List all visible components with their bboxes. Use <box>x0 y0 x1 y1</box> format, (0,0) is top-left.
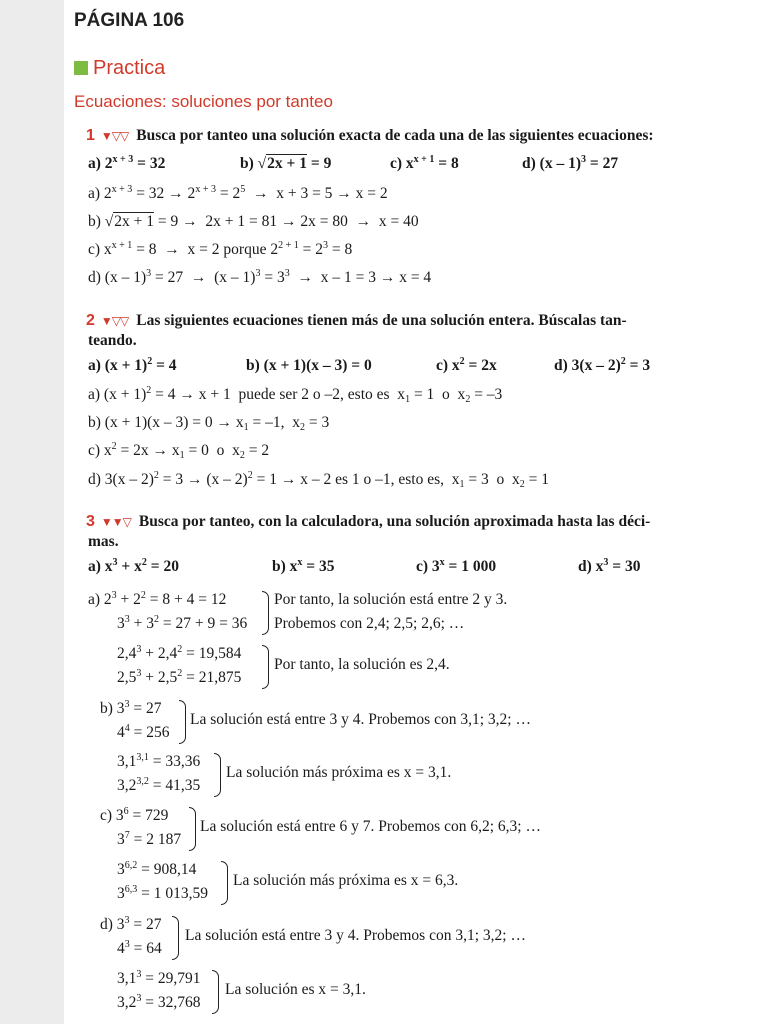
difficulty-icon: ▼▽▽ <box>100 129 129 143</box>
solution-line: d) 3(x – 2)$^2$ = 3 → (x – 2)$^2$ = 1 → x – 2 es 1 o –1, esto es, $x_1 = 3$ o $x_2 = 1$ <box>88 470 549 490</box>
exercise-option: d) (x – 1)$^3$ = 27 <box>522 154 619 172</box>
solution-line: $4^3 = 64$ <box>117 939 162 957</box>
brace <box>262 591 269 635</box>
conclusion-line: La solución está entre 6 y 7. Probemos con 6,2; 6,3; … <box>200 818 541 835</box>
exercise-statement-cont: mas. <box>88 533 119 550</box>
exercise-statement: Busca por tanteo una solución exacta de cada una de las siguientes ecuaciones: <box>136 127 654 144</box>
section-title-text: Practica <box>93 57 166 79</box>
brace <box>189 807 196 851</box>
brace <box>172 916 179 960</box>
conclusion-line: Por tanto, la solución está entre 2 y 3. <box>274 591 508 608</box>
exercise-option: c) $x^{x + 1} = 8$ <box>390 154 459 172</box>
exercise-option: a) $x^3 + x^2 = 20$ <box>88 557 179 575</box>
green-square-icon <box>74 61 88 75</box>
difficulty-icon: ▼▽▽ <box>100 314 129 328</box>
exercise-option: c) $x^2 = 2x$ <box>436 356 497 374</box>
section-title <box>74 57 165 80</box>
difficulty-icon: ▼▼▽ <box>100 515 131 529</box>
conclusion-line: La solución está entre 3 y 4. Probemos con 3,1; 3,2; … <box>185 927 526 944</box>
exercise-option: b) $x^x = 35$ <box>272 557 335 575</box>
exercise-number: 3 <box>86 513 95 530</box>
conclusion-line: La solución más próxima es x = 3,1. <box>226 764 452 781</box>
exercise-option: d) $x^3 = 30$ <box>578 557 641 575</box>
conclusion-line: Probemos con 2,4; 2,5; 2,6; … <box>274 615 465 632</box>
exercise-option: d) 3(x – 2)$^2$ = 3 <box>554 356 651 374</box>
solution-line: d) $(x - 1)^3 = 27 \to (x - 1)^3 = 3^3 \to x - 1 = 3 \to x = 4$ <box>88 268 432 286</box>
conclusion-line: La solución es x = 3,1. <box>225 981 366 998</box>
solution-line: $3,1^{3,1} = 33,36$ <box>117 752 201 770</box>
exercise-2-statement <box>86 312 627 330</box>
solution-line: c) $3^6 = 729$ <box>100 806 169 824</box>
exercise-option: b) √2x + 1 = 9 <box>240 155 332 172</box>
solution-line: $2,4^3 + 2,4^2 = 19,584$ <box>117 644 242 662</box>
exercise-statement: Las siguientes ecuaciones tienen más de una solución entera. Búscalas tan- <box>136 312 627 329</box>
solution-line: $3^{6,2} = 908,14$ <box>117 860 197 878</box>
brace <box>262 645 269 689</box>
solution-line: $3^7 = 2$ 187 <box>117 830 182 848</box>
solution-line: $3,2^3 = 32,768$ <box>117 993 201 1011</box>
brace <box>214 753 221 797</box>
exercise-option: b) (x + 1)(x – 3) = 0 <box>246 357 372 374</box>
solution-line: a) $(x + 1)^2 = 4 \to x + 1$ puede ser 2 o –2, esto es $x_1 = 1$ o $x_2 = -3$ <box>88 385 503 405</box>
brace <box>179 700 186 744</box>
conclusion-line: Por tanto, la solución es 2,4. <box>274 656 450 673</box>
exercise-3-statement <box>86 513 650 531</box>
solution-line: $4^4 = 256$ <box>117 723 170 741</box>
solution-line: $3,2^{3,2} = 41,35$ <box>117 776 201 794</box>
section-subtitle: Ecuaciones: soluciones por tanteo <box>74 92 333 111</box>
page-title: PÁGINA 106 <box>74 10 185 31</box>
exercise-statement: Busca por tanteo, con la calculadora, una solución aproximada hasta las déci- <box>138 513 651 530</box>
exercise-option: a) $2^{x + 3} = 32$ <box>88 154 166 172</box>
exercise-option: a) $(x + 1)^2 = 4$ <box>88 356 177 374</box>
solution-line: c) $x^2 = 2x \to x_1 = 0$ o $x_2 = 2$ <box>88 441 270 461</box>
exercise-1-statement <box>86 127 654 145</box>
conclusion-line: La solución está entre 3 y 4. Probemos con 3,1; 3,2; … <box>190 711 531 728</box>
solution-line: b) √2x + 1 = 9 → 2x + 1 = 81 → 2x = 80 → x = 40 <box>88 213 419 230</box>
solution-line: a) $2^3 + 2^2 = 8 + 4 = 12$ <box>88 590 227 608</box>
solution-line: b) $3^3 = 27$ <box>100 699 162 717</box>
solution-line: $2,5^3 + 2,5^2 = 21,875$ <box>117 668 242 686</box>
solution-line: d) $3^3 = 27$ <box>100 915 162 933</box>
left-margin-bar <box>0 0 64 1024</box>
exercise-option: c) $3^x = 1$ 000 <box>416 557 497 575</box>
solution-line: b) $(x + 1)(x - 3) = 0 \to x_1 = -1$, $x_2 = 3$ <box>88 414 330 433</box>
solution-line: $3^{6,3} = 1$ 013,59 <box>117 884 208 902</box>
exercise-number: 2 <box>86 312 95 329</box>
exercise-number: 1 <box>86 127 95 144</box>
solution-line: $3^3 + 3^2 = 27 + 9 = 36$ <box>117 614 248 632</box>
brace <box>221 861 228 905</box>
solution-line: a) $2^{x + 3} = 32 \to 2^{x + 3} = 2^5 \to x + 3 = 5 \to x = 2$ <box>88 184 388 202</box>
brace <box>212 970 219 1014</box>
solution-line: $3,1^3 = 29,791$ <box>117 969 201 987</box>
solution-line: c) $x^{x + 1} = 8 \to x = 2$ porque $2^{2 + 1} = 2^3 = 8$ <box>88 240 353 258</box>
conclusion-line: La solución más próxima es x = 6,3. <box>233 872 459 889</box>
exercise-statement-cont: teando. <box>88 332 137 349</box>
